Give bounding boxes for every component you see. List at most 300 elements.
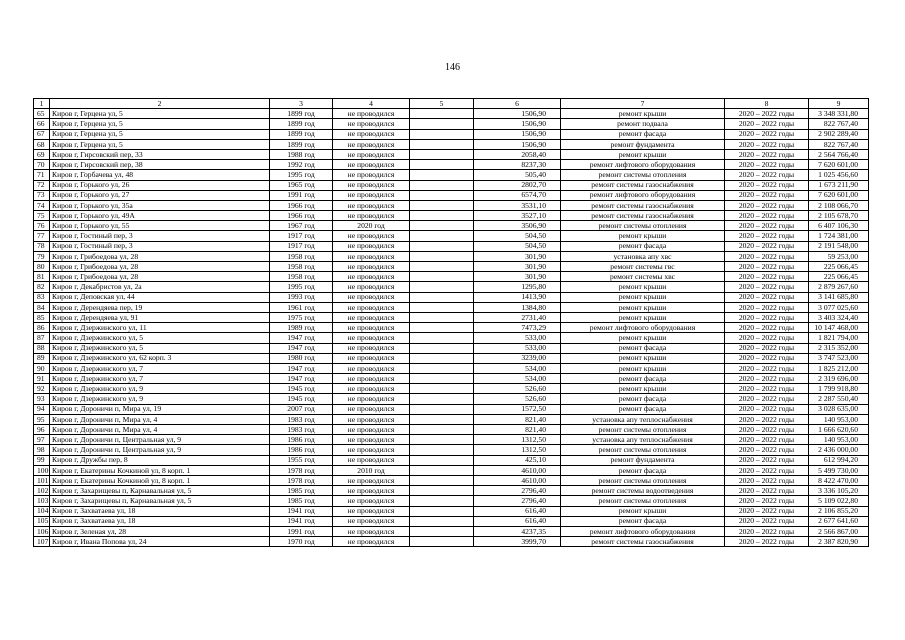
table-row	[34, 486, 869, 496]
build-year-cell: 1966 год	[270, 200, 333, 210]
empty-cell	[410, 292, 474, 302]
build-year-cell: 1995 год	[270, 282, 333, 292]
area-cell: 534,00	[474, 363, 561, 373]
table-row	[34, 374, 869, 384]
cost-cell: 2 191 548,00	[809, 241, 869, 251]
period-cell: 2020 – 2022 годы	[725, 231, 809, 241]
address-cell: Киров г, Дороничи п, Мира ул, 4	[50, 425, 270, 435]
empty-cell	[410, 312, 474, 322]
cost-cell: 2 287 550,40	[809, 394, 869, 404]
row-number-cell: 96	[34, 425, 50, 435]
build-year-cell: 1970 год	[270, 537, 333, 547]
build-year-cell: 1941 год	[270, 506, 333, 516]
address-cell: Киров г, Дороничи п, Мира ул, 4	[50, 414, 270, 424]
empty-cell	[410, 190, 474, 200]
build-year-cell: 1986 год	[270, 445, 333, 455]
cost-cell: 59 253,00	[809, 251, 869, 261]
address-cell: Киров г, Дороничи п, Центральная ул, 9	[50, 435, 270, 445]
empty-cell	[410, 262, 474, 272]
empty-cell	[410, 109, 474, 119]
build-year-cell: 1995 год	[270, 170, 333, 180]
column-number-header: 6	[474, 99, 561, 109]
empty-cell	[410, 241, 474, 251]
build-year-cell: 1958 год	[270, 262, 333, 272]
empty-cell	[410, 119, 474, 129]
area-cell: 616,40	[474, 506, 561, 516]
period-cell: 2020 – 2022 годы	[725, 384, 809, 394]
row-number-cell: 101	[34, 475, 50, 485]
address-cell: Киров г, Дерендяева пер, 19	[50, 302, 270, 312]
last-repair-cell: не проводился	[333, 170, 410, 180]
table-row	[34, 251, 869, 261]
period-cell: 2020 – 2022 годы	[725, 486, 809, 496]
table-row	[34, 333, 869, 343]
period-cell: 2020 – 2022 годы	[725, 353, 809, 363]
table-row	[34, 160, 869, 170]
area-cell: 504,50	[474, 231, 561, 241]
row-number-cell: 67	[34, 129, 50, 139]
last-repair-cell: не проводился	[333, 404, 410, 414]
period-cell: 2020 – 2022 годы	[725, 435, 809, 445]
area-cell: 2796,40	[474, 496, 561, 506]
table-row	[34, 170, 869, 180]
table-row	[34, 363, 869, 373]
row-number-cell: 78	[34, 241, 50, 251]
table-row	[34, 537, 869, 547]
row-number-cell: 99	[34, 455, 50, 465]
row-number-cell: 68	[34, 139, 50, 149]
area-cell: 1506,90	[474, 139, 561, 149]
row-number-cell: 87	[34, 333, 50, 343]
empty-cell	[410, 323, 474, 333]
work-type-cell: ремонт фундамента	[561, 139, 725, 149]
cost-cell: 822 767,40	[809, 119, 869, 129]
work-type-cell: ремонт фасада	[561, 343, 725, 353]
area-cell: 4610,00	[474, 465, 561, 475]
build-year-cell: 1978 год	[270, 475, 333, 485]
last-repair-cell: не проводился	[333, 129, 410, 139]
cost-cell: 1 799 918,80	[809, 384, 869, 394]
area-cell: 534,00	[474, 374, 561, 384]
cost-cell: 3 141 685,80	[809, 292, 869, 302]
empty-cell	[410, 129, 474, 139]
table-row	[34, 323, 869, 333]
build-year-cell: 2007 год	[270, 404, 333, 414]
address-cell: Киров г, Екатерины Кочкиной ул, 8 корп. 1	[50, 475, 270, 485]
address-cell: Киров г, Дерендяева ул, 91	[50, 312, 270, 322]
period-cell: 2020 – 2022 годы	[725, 496, 809, 506]
build-year-cell: 1983 год	[270, 414, 333, 424]
build-year-cell: 1967 год	[270, 221, 333, 231]
build-year-cell: 1947 год	[270, 343, 333, 353]
empty-cell	[410, 231, 474, 241]
address-cell: Киров г, Дзержинского ул, 5	[50, 343, 270, 353]
period-cell: 2020 – 2022 годы	[725, 333, 809, 343]
empty-cell	[410, 343, 474, 353]
table-row	[34, 312, 869, 322]
work-type-cell: ремонт лифтового оборудования	[561, 526, 725, 536]
area-cell: 8237,30	[474, 160, 561, 170]
address-cell: Киров г, Герцена ул, 5	[50, 119, 270, 129]
last-repair-cell: не проводился	[333, 486, 410, 496]
period-cell: 2020 – 2022 годы	[725, 465, 809, 475]
table-row	[34, 200, 869, 210]
row-number-cell: 66	[34, 119, 50, 129]
row-number-cell: 72	[34, 180, 50, 190]
last-repair-cell: не проводился	[333, 282, 410, 292]
work-type-cell: ремонт крыши	[561, 149, 725, 159]
table-row	[34, 445, 869, 455]
area-cell: 1312,50	[474, 435, 561, 445]
row-number-cell: 93	[34, 394, 50, 404]
period-cell: 2020 – 2022 годы	[725, 323, 809, 333]
work-type-cell: ремонт фасада	[561, 404, 725, 414]
empty-cell	[410, 221, 474, 231]
cost-cell: 140 953,00	[809, 414, 869, 424]
work-type-cell: ремонт крыши	[561, 292, 725, 302]
build-year-cell: 1899 год	[270, 119, 333, 129]
last-repair-cell: не проводился	[333, 200, 410, 210]
work-type-cell: ремонт крыши	[561, 333, 725, 343]
address-cell: Киров г, Дзержинского ул, 7	[50, 363, 270, 373]
build-year-cell: 1992 год	[270, 160, 333, 170]
cost-cell: 612 994,20	[809, 455, 869, 465]
cost-cell: 3 336 105,20	[809, 486, 869, 496]
work-type-cell: установка апу хвс	[561, 251, 725, 261]
cost-cell: 3 348 331,80	[809, 109, 869, 119]
last-repair-cell: не проводился	[333, 312, 410, 322]
build-year-cell: 1958 год	[270, 251, 333, 261]
address-cell: Киров г, Захватаева ул, 18	[50, 506, 270, 516]
area-cell: 1572,50	[474, 404, 561, 414]
work-type-cell: ремонт фасада	[561, 241, 725, 251]
period-cell: 2020 – 2022 годы	[725, 516, 809, 526]
row-number-cell: 105	[34, 516, 50, 526]
address-cell: Киров г, Грибоедова ул, 28	[50, 272, 270, 282]
area-cell: 3527,10	[474, 211, 561, 221]
empty-cell	[410, 496, 474, 506]
empty-cell	[410, 211, 474, 221]
address-cell: Киров г, Гирсовский пер, 33	[50, 149, 270, 159]
period-cell: 2020 – 2022 годы	[725, 282, 809, 292]
address-cell: Киров г, Дзержинского ул, 9	[50, 394, 270, 404]
cost-cell: 2 105 678,70	[809, 211, 869, 221]
row-number-cell: 97	[34, 435, 50, 445]
build-year-cell: 1986 год	[270, 435, 333, 445]
period-cell: 2020 – 2022 годы	[725, 537, 809, 547]
empty-cell	[410, 200, 474, 210]
address-cell: Киров г, Грибоедова ул, 28	[50, 251, 270, 261]
table-row	[34, 149, 869, 159]
last-repair-cell: не проводился	[333, 231, 410, 241]
empty-cell	[410, 404, 474, 414]
work-type-cell: ремонт крыши	[561, 312, 725, 322]
row-number-cell: 69	[34, 149, 50, 159]
period-cell: 2020 – 2022 годы	[725, 149, 809, 159]
cost-cell: 2 319 696,00	[809, 374, 869, 384]
area-cell: 533,00	[474, 343, 561, 353]
build-year-cell: 1958 год	[270, 272, 333, 282]
empty-cell	[410, 353, 474, 363]
empty-cell	[410, 465, 474, 475]
area-cell: 821,40	[474, 414, 561, 424]
address-cell: Киров г, Герцена ул, 5	[50, 129, 270, 139]
area-cell: 526,60	[474, 384, 561, 394]
column-number-header: 8	[725, 99, 809, 109]
period-cell: 2020 – 2022 годы	[725, 119, 809, 129]
empty-cell	[410, 363, 474, 373]
area-cell: 1506,90	[474, 129, 561, 139]
empty-cell	[410, 425, 474, 435]
period-cell: 2020 – 2022 годы	[725, 272, 809, 282]
area-cell: 301,90	[474, 262, 561, 272]
row-number-cell: 84	[34, 302, 50, 312]
row-number-cell: 73	[34, 190, 50, 200]
cost-cell: 2 108 066,70	[809, 200, 869, 210]
row-number-cell: 71	[34, 170, 50, 180]
cost-cell: 7 620 601,00	[809, 160, 869, 170]
build-year-cell: 1945 год	[270, 394, 333, 404]
work-type-cell: ремонт системы отопления	[561, 496, 725, 506]
empty-cell	[410, 516, 474, 526]
cost-cell: 2 566 867,00	[809, 526, 869, 536]
table-row	[34, 292, 869, 302]
cost-cell: 1 821 794,00	[809, 333, 869, 343]
work-type-cell: ремонт фундамента	[561, 455, 725, 465]
build-year-cell: 1955 год	[270, 455, 333, 465]
last-repair-cell: не проводился	[333, 343, 410, 353]
build-year-cell: 1947 год	[270, 333, 333, 343]
work-type-cell: ремонт системы водоотведения	[561, 486, 725, 496]
work-type-cell: ремонт крыши	[561, 363, 725, 373]
table-row	[34, 262, 869, 272]
build-year-cell: 1985 год	[270, 486, 333, 496]
last-repair-cell: 2020 год	[333, 221, 410, 231]
table-row	[34, 404, 869, 414]
row-number-cell: 80	[34, 262, 50, 272]
empty-cell	[410, 160, 474, 170]
area-cell: 3999,70	[474, 537, 561, 547]
last-repair-cell: не проводился	[333, 353, 410, 363]
work-type-cell: ремонт системы газоснабжения	[561, 200, 725, 210]
table-header-row	[34, 99, 869, 109]
period-cell: 2020 – 2022 годы	[725, 139, 809, 149]
period-cell: 2020 – 2022 годы	[725, 374, 809, 384]
address-cell: Киров г, Дороничи п, Мира ул, 19	[50, 404, 270, 414]
period-cell: 2020 – 2022 годы	[725, 211, 809, 221]
last-repair-cell: не проводился	[333, 241, 410, 251]
build-year-cell: 1947 год	[270, 374, 333, 384]
table-row	[34, 272, 869, 282]
last-repair-cell: не проводился	[333, 180, 410, 190]
column-number-header: 5	[410, 99, 474, 109]
empty-cell	[410, 445, 474, 455]
cost-cell: 3 403 324,40	[809, 312, 869, 322]
empty-cell	[410, 486, 474, 496]
row-number-cell: 76	[34, 221, 50, 231]
table-row	[34, 384, 869, 394]
column-number-header: 4	[333, 99, 410, 109]
period-cell: 2020 – 2022 годы	[725, 129, 809, 139]
address-cell: Киров г, Гирсовский пер, 38	[50, 160, 270, 170]
address-cell: Киров г, Деповская ул, 44	[50, 292, 270, 302]
build-year-cell: 1993 год	[270, 292, 333, 302]
cost-cell: 2 902 289,40	[809, 129, 869, 139]
last-repair-cell: не проводился	[333, 323, 410, 333]
area-cell: 526,60	[474, 394, 561, 404]
work-type-cell: ремонт крыши	[561, 353, 725, 363]
empty-cell	[410, 170, 474, 180]
area-cell: 2058,40	[474, 149, 561, 159]
row-number-cell: 82	[34, 282, 50, 292]
row-number-cell: 74	[34, 200, 50, 210]
area-cell: 1312,50	[474, 445, 561, 455]
address-cell: Киров г, Герцена ул, 5	[50, 139, 270, 149]
last-repair-cell: не проводился	[333, 190, 410, 200]
address-cell: Киров г, Горького ул, 55	[50, 221, 270, 231]
area-cell: 504,50	[474, 241, 561, 251]
address-cell: Киров г, Дороничи п, Центральная ул, 9	[50, 445, 270, 455]
cost-cell: 8 422 470,00	[809, 475, 869, 485]
work-type-cell: ремонт системы отопления	[561, 170, 725, 180]
period-cell: 2020 – 2022 годы	[725, 526, 809, 536]
area-cell: 616,40	[474, 516, 561, 526]
cost-cell: 2 564 766,40	[809, 149, 869, 159]
empty-cell	[410, 455, 474, 465]
work-type-cell: ремонт системы газоснабжения	[561, 537, 725, 547]
last-repair-cell: не проводился	[333, 272, 410, 282]
last-repair-cell: не проводился	[333, 139, 410, 149]
table-row	[34, 139, 869, 149]
last-repair-cell: не проводился	[333, 435, 410, 445]
area-cell: 2796,40	[474, 486, 561, 496]
address-cell: Киров г, Гостиный пер, 3	[50, 241, 270, 251]
period-cell: 2020 – 2022 годы	[725, 109, 809, 119]
area-cell: 1384,80	[474, 302, 561, 312]
cost-cell: 225 066,45	[809, 262, 869, 272]
work-type-cell: ремонт подвала	[561, 119, 725, 129]
cost-cell: 2 879 267,60	[809, 282, 869, 292]
row-number-cell: 100	[34, 465, 50, 475]
last-repair-cell: не проводился	[333, 160, 410, 170]
empty-cell	[410, 282, 474, 292]
address-cell: Киров г, Горбачева ул, 48	[50, 170, 270, 180]
area-cell: 4610,00	[474, 475, 561, 485]
build-year-cell: 1965 год	[270, 180, 333, 190]
cost-cell: 2 677 641,60	[809, 516, 869, 526]
empty-cell	[410, 475, 474, 485]
area-cell: 3506,90	[474, 221, 561, 231]
empty-cell	[410, 526, 474, 536]
work-type-cell: ремонт фасада	[561, 465, 725, 475]
address-cell: Киров г, Дзержинского ул, 5	[50, 333, 270, 343]
column-number-header: 2	[50, 99, 270, 109]
area-cell: 3239,00	[474, 353, 561, 363]
cost-cell: 6 407 106,30	[809, 221, 869, 231]
period-cell: 2020 – 2022 годы	[725, 425, 809, 435]
work-type-cell: ремонт крыши	[561, 506, 725, 516]
cost-cell: 2 387 820,90	[809, 537, 869, 547]
empty-cell	[410, 384, 474, 394]
work-type-cell: ремонт фасада	[561, 516, 725, 526]
row-number-cell: 89	[34, 353, 50, 363]
period-cell: 2020 – 2022 годы	[725, 190, 809, 200]
table-row	[34, 231, 869, 241]
empty-cell	[410, 333, 474, 343]
last-repair-cell: не проводился	[333, 363, 410, 373]
area-cell: 821,40	[474, 425, 561, 435]
period-cell: 2020 – 2022 годы	[725, 302, 809, 312]
column-number-header: 1	[34, 99, 50, 109]
work-type-cell: ремонт системы отопления	[561, 445, 725, 455]
build-year-cell: 1899 год	[270, 139, 333, 149]
empty-cell	[410, 139, 474, 149]
build-year-cell: 1989 год	[270, 323, 333, 333]
table-row	[34, 496, 869, 506]
address-cell: Киров г, Дружбы пер, 8	[50, 455, 270, 465]
work-type-cell: установка апу теплоснабжения	[561, 435, 725, 445]
period-cell: 2020 – 2022 годы	[725, 506, 809, 516]
row-number-cell: 92	[34, 384, 50, 394]
page-number: 146	[445, 62, 460, 73]
address-cell: Киров г, Захарищевы п, Карнавальная ул, 5	[50, 486, 270, 496]
period-cell: 2020 – 2022 годы	[725, 180, 809, 190]
period-cell: 2020 – 2022 годы	[725, 241, 809, 251]
build-year-cell: 1991 год	[270, 190, 333, 200]
empty-cell	[410, 506, 474, 516]
work-type-cell: ремонт системы газоснабжения	[561, 211, 725, 221]
table-row	[34, 190, 869, 200]
address-cell: Киров г, Горького ул, 26	[50, 180, 270, 190]
period-cell: 2020 – 2022 годы	[725, 251, 809, 261]
table-row	[34, 435, 869, 445]
table-row	[34, 394, 869, 404]
work-type-cell: ремонт лифтового оборудования	[561, 190, 725, 200]
table-row	[34, 302, 869, 312]
last-repair-cell: не проводился	[333, 292, 410, 302]
empty-cell	[410, 537, 474, 547]
last-repair-cell: не проводился	[333, 149, 410, 159]
row-number-cell: 94	[34, 404, 50, 414]
cost-cell: 2 436 000,00	[809, 445, 869, 455]
table-row	[34, 180, 869, 190]
cost-cell: 1 025 456,60	[809, 170, 869, 180]
empty-cell	[410, 251, 474, 261]
period-cell: 2020 – 2022 годы	[725, 170, 809, 180]
address-cell: Киров г, Декабристов ул, 2а	[50, 282, 270, 292]
work-type-cell: ремонт системы газоснабжения	[561, 180, 725, 190]
period-cell: 2020 – 2022 годы	[725, 160, 809, 170]
address-cell: Киров г, Захарищевы п, Карнавальная ул, 5	[50, 496, 270, 506]
area-cell: 6574,70	[474, 190, 561, 200]
address-cell: Киров г, Зеленая ул, 28	[50, 526, 270, 536]
row-number-cell: 85	[34, 312, 50, 322]
cost-cell: 10 147 468,00	[809, 323, 869, 333]
column-number-header: 3	[270, 99, 333, 109]
empty-cell	[410, 272, 474, 282]
row-number-cell: 77	[34, 231, 50, 241]
table-row	[34, 129, 869, 139]
row-number-cell: 70	[34, 160, 50, 170]
cost-cell: 225 066,45	[809, 272, 869, 282]
table-row	[34, 425, 869, 435]
row-number-cell: 103	[34, 496, 50, 506]
cost-cell: 3 077 025,60	[809, 302, 869, 312]
build-year-cell: 1899 год	[270, 109, 333, 119]
address-cell: Киров г, Герцена ул, 5	[50, 109, 270, 119]
build-year-cell: 1941 год	[270, 516, 333, 526]
address-cell: Киров г, Дзержинского ул, 9	[50, 384, 270, 394]
